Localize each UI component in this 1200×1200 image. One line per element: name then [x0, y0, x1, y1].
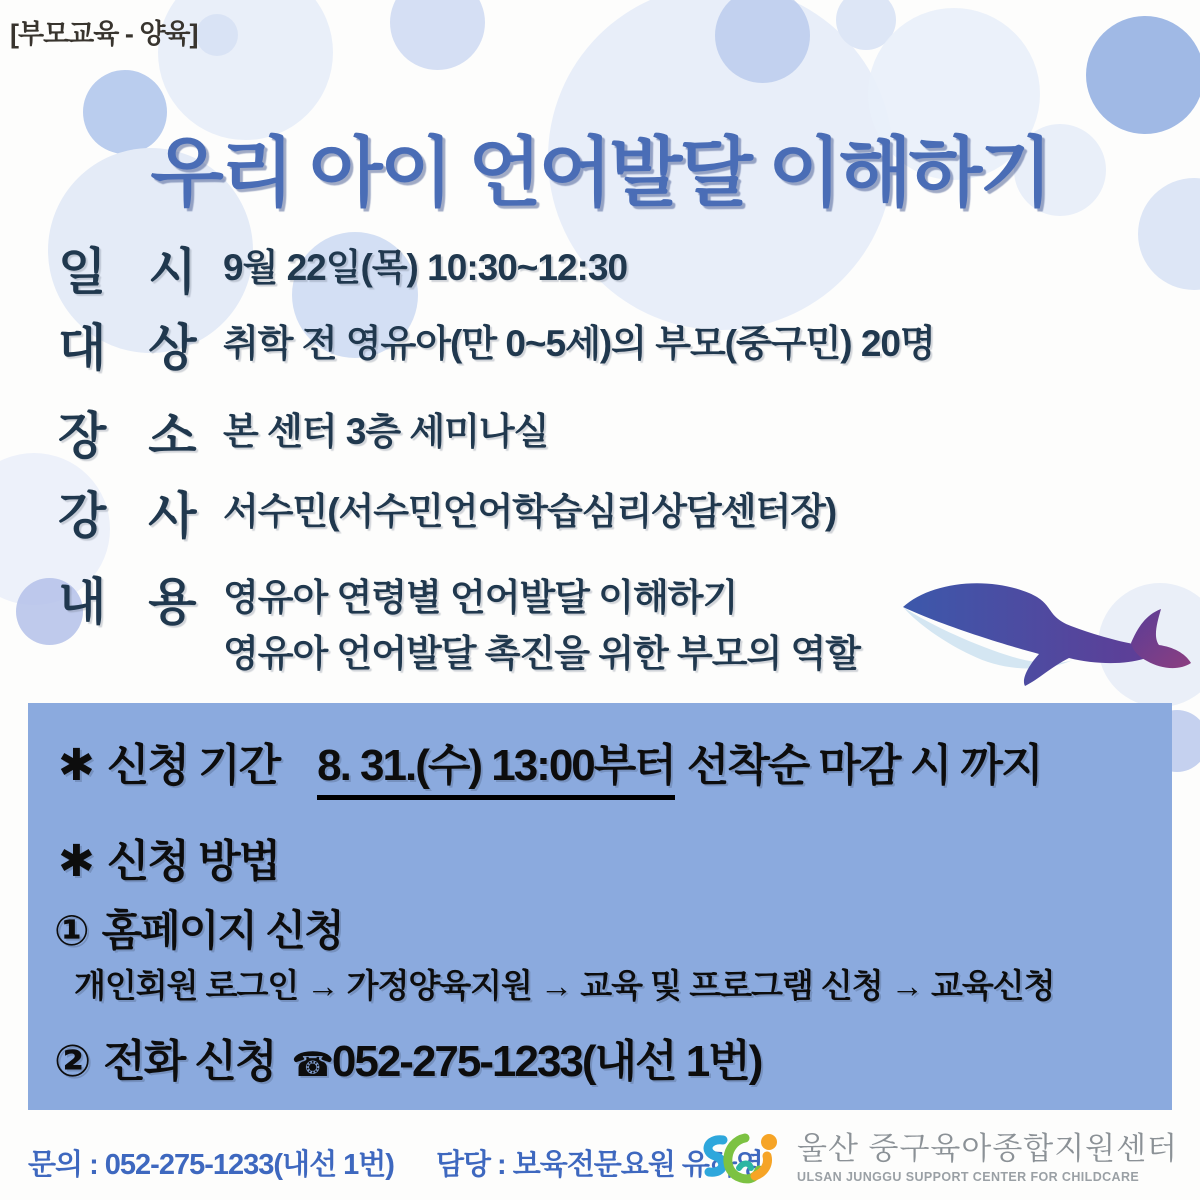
info-label: 강 사: [58, 488, 196, 544]
application-method-heading: [58, 825, 279, 889]
category-tag: [부모교육 - 양육]: [10, 19, 198, 49]
footer-contact: [28, 1142, 763, 1183]
application-box: [28, 703, 1172, 1110]
info-value: 서수민(서수민언어학습심리상담센터장): [223, 491, 837, 532]
phone-icon: ☎: [291, 1046, 332, 1084]
info-row-datetime: [58, 232, 627, 304]
bg-circle: [196, 14, 238, 56]
org-name-korean: 울산 중구육아종합지원센터: [797, 1131, 1178, 1167]
info-label: 장 소: [58, 408, 196, 464]
info-label: 내 용: [58, 574, 196, 630]
info-row-place: [58, 396, 548, 468]
asterisk-icon: ✱: [58, 741, 93, 790]
content-line-1: 영유아 연령별 언어발달 이해하기: [223, 577, 738, 618]
method-homepage-line: [54, 898, 343, 958]
content-line-2: 영유아 언어발달 촉진을 위한 부모의 역할: [223, 632, 861, 674]
org-name-english: ULSAN JUNGGU SUPPORT CENTER FOR CHILDCARE: [797, 1169, 1140, 1184]
bg-circle: [390, 0, 485, 70]
asterisk-icon: ✱: [58, 837, 93, 886]
info-value: 취학 전 영유아(만 0~5세)의 부모(중구민) 20명: [223, 323, 935, 364]
method-phone-line: [54, 1025, 761, 1089]
phone-number: 052-275-1233(내선 1번): [331, 1037, 762, 1086]
manager-text: 담당 : 보육전문요원 유하영: [435, 1149, 763, 1181]
info-value: [223, 562, 860, 681]
organization-logo: [693, 1128, 1178, 1188]
whale-illustration: [893, 553, 1193, 693]
info-value: 9월 22일(목) 10:30~12:30: [223, 247, 628, 288]
period-rest: 선착순 마감 시 까지: [686, 741, 1042, 790]
info-label: 일 시: [58, 244, 196, 300]
method-phone-title: 전화 신청: [103, 1037, 276, 1086]
logo-names: [797, 1132, 1178, 1183]
period-label: 신청 기간: [106, 741, 280, 790]
logo-mark-icon: [693, 1128, 783, 1188]
method-homepage-title: 홈페이지 신청: [101, 907, 343, 954]
info-row-lecturer: [58, 476, 836, 548]
info-label: 대 상: [58, 320, 196, 376]
info-row-target: [58, 308, 935, 380]
period-underlined-date: 8. 31.(수) 13:00부터: [317, 741, 675, 800]
inquiry-text: 문의 : 052-275-1233(내선 1번): [28, 1149, 394, 1181]
application-period-line: [58, 729, 1042, 793]
circled-two-icon: ②: [54, 1037, 90, 1086]
page-title: 우리 아이 언어발달 이해하기: [150, 131, 1050, 216]
circled-one-icon: ①: [54, 907, 88, 954]
method-homepage-path: 개인회원 로그인 → 가정양육지원 → 교육 및 프로그램 신청 → 교육신청: [74, 967, 1055, 1004]
info-value: 본 센터 3층 세미나실: [223, 411, 549, 452]
method-label: 신청 방법: [106, 837, 280, 886]
info-row-content: [58, 562, 860, 681]
